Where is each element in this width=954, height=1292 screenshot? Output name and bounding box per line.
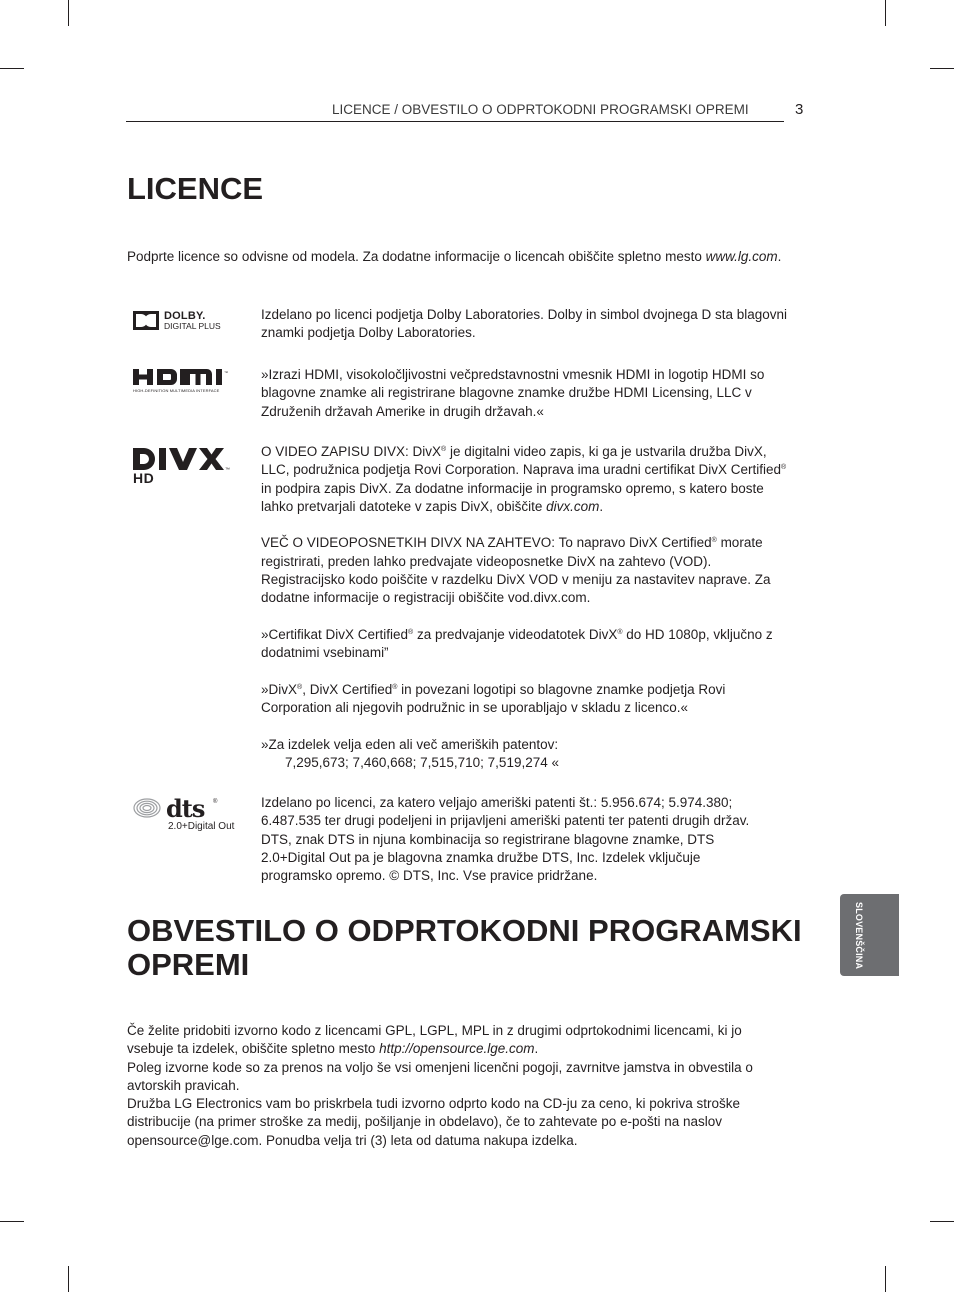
opensource-paragraph-2: Poleg izvorne kode so za prenos na voljo še vsi omenjeni licenčni pogoji, zavrnitve jamstva in obvestila o avtorskih pravicah. <box>127 1059 753 1093</box>
hdmi-text: »Izrazi HDMI, visokoločljivostni večpredstavnostni vmesnik HDMI in logotip HDMI so blagovne znamke ali registrirane blagovne znamke družbe HDMI Licensing, LLC v Združenih državah Amerike in drugih državah.« <box>261 367 765 419</box>
dts-wordmark-sub: 2.0+Digital Out <box>168 821 235 832</box>
svg-text:®: ® <box>213 799 218 805</box>
crop-mark <box>930 68 954 69</box>
running-header: LICENCE / OBVESTILO O ODPRTOKODNI PROGRAMSKI OPREMI <box>332 102 749 117</box>
hdmi-wordmark-icon <box>133 368 233 388</box>
dts-logo <box>133 796 237 836</box>
divx-certificate-paragraph: »Certifikat DivX Certified® za predvajanje videodatotek DivX® do HD 1080p, vključno z dodatnimi vsebinami” <box>261 626 773 661</box>
opensource-paragraph-1: Če želite pridobiti izvorno kodo z licencami GPL, LGPL, MPL in z drugimi odprtokodnimi licencami, ki jo vsebuje ta izdelek, obiščite spletno mesto http://opensource.lge.com. <box>127 1023 742 1057</box>
licence-intro: Podprte licence so odvisne od modela. Za dodatne informacije o licencah obiščite spletno mesto www.lg.com. <box>127 249 782 264</box>
hdmi-logo <box>133 368 233 396</box>
hdmi-wordmark-sub: HIGH-DEFINITION MULTIMEDIA INTERFACE <box>133 388 220 393</box>
licence-heading: LICENCE <box>127 171 264 206</box>
dts-text: Izdelano po licenci, za katero veljajo ameriški patenti št.: 5.956.674; 5.974.380; 6.487.535 ter drugi podeljeni in prijavljeni ameriški patenti ter patenti drugih držav. DTS, znak DTS in njuna kombinacija so registrirane blagovne znamke, DTS 2.0+Digital Out pa je blagovna znamka družbe DTS, Inc. Izdelek vključuje programsko opremo. © DTS, Inc. Vse pravice pridržane. <box>261 795 750 884</box>
header-divider <box>126 121 784 122</box>
divx-wordmark-icon <box>133 445 233 473</box>
svg-text:dts: dts <box>166 796 205 822</box>
crop-mark <box>930 1221 954 1222</box>
opensource-heading: OBVESTILO O ODPRTOKODNI PROGRAMSKI OPREMI <box>127 913 802 982</box>
opensource-website-link[interactable]: http://opensource.lge.com <box>379 1041 535 1057</box>
divx-text-block <box>261 443 796 772</box>
divx-about-paragraph: O VIDEO ZAPISU DIVX: DivX® je digitalni video zapis, ki ga je ustvarila družba DivX, LLC, podružnica podjetja Rovi Corporation. Naprava ima uradni certifikat DivX Certified® in podpira zapis DivX. Za dodatne informacije in programsko opremo, s katero boste lahko pretvarjali datoteke v zapis DivX, obiščite divx.com. <box>261 444 787 514</box>
opensource-paragraph-3: Družba LG Electronics vam bo priskrbela tudi izvorno odprto kodo na CD-ju za ceno, ki pokriva stroške distribucije (na primer stroške za medij, pošiljanje in obdelavo), če to zahtevate po e-pošti na naslov opensource@lge.com. Ponudba velja tri (3) leta od datuma nakupa izdelka. <box>127 1096 741 1148</box>
lg-website-link[interactable]: www.lg.com <box>705 249 778 264</box>
divx-hd-label: HD <box>133 470 155 486</box>
dolby-text: Izdelano po licenci podjetja Dolby Laboratories. Dolby in simbol dvojnega D sta blagovni znamki podjetja Dolby Laboratories. <box>261 307 788 341</box>
dolby-logo <box>133 310 233 332</box>
divx-hd-logo <box>133 445 233 489</box>
dolby-wordmark-sub: DIGITAL PLUS <box>164 321 221 331</box>
dts-disc-icon <box>133 796 233 822</box>
crop-mark <box>885 0 886 26</box>
divx-patent-numbers: 7,295,673; 7,460,668; 7,515,710; 7,519,274 « <box>285 755 559 771</box>
svg-text:™: ™ <box>225 467 230 473</box>
svg-text:™: ™ <box>224 370 228 375</box>
crop-mark <box>885 1266 886 1292</box>
crop-mark <box>68 0 69 26</box>
language-tab <box>840 894 899 976</box>
dolby-wordmark: DOLBY. <box>164 310 206 322</box>
crop-mark <box>0 1221 24 1222</box>
divx-website-link[interactable]: divx.com <box>546 498 600 514</box>
crop-mark <box>68 1266 69 1292</box>
page-number: 3 <box>795 101 804 118</box>
divx-patents-paragraph: »Za izdelek velja eden ali več ameriških patentov: <box>261 736 559 752</box>
divx-vod-paragraph: VEČ O VIDEOPOSNETKIH DIVX NA ZAHTEVO: To napravo DivX Certified® morate registrirati, preden lahko predvajate videoposnetke DivX na zahtevo (VOD). Registracijsko kodo poiščite v razdelku DivX VOD v meniju za nastavitev naprave. Za dodatne informacije o registraciji obiščite vod.divx.com. <box>261 535 771 606</box>
language-tab-label: SLOVENŠČINA <box>854 902 864 970</box>
divx-trademark-paragraph: »DivX®, DivX Certified® in povezani logotipi so blagovne znamke podjetja Rovi Corporation ali njegovih podružnic in se uporabljajo v skladu z licenco.« <box>261 681 726 716</box>
opensource-text-block <box>127 1022 792 1150</box>
crop-mark <box>0 68 24 69</box>
